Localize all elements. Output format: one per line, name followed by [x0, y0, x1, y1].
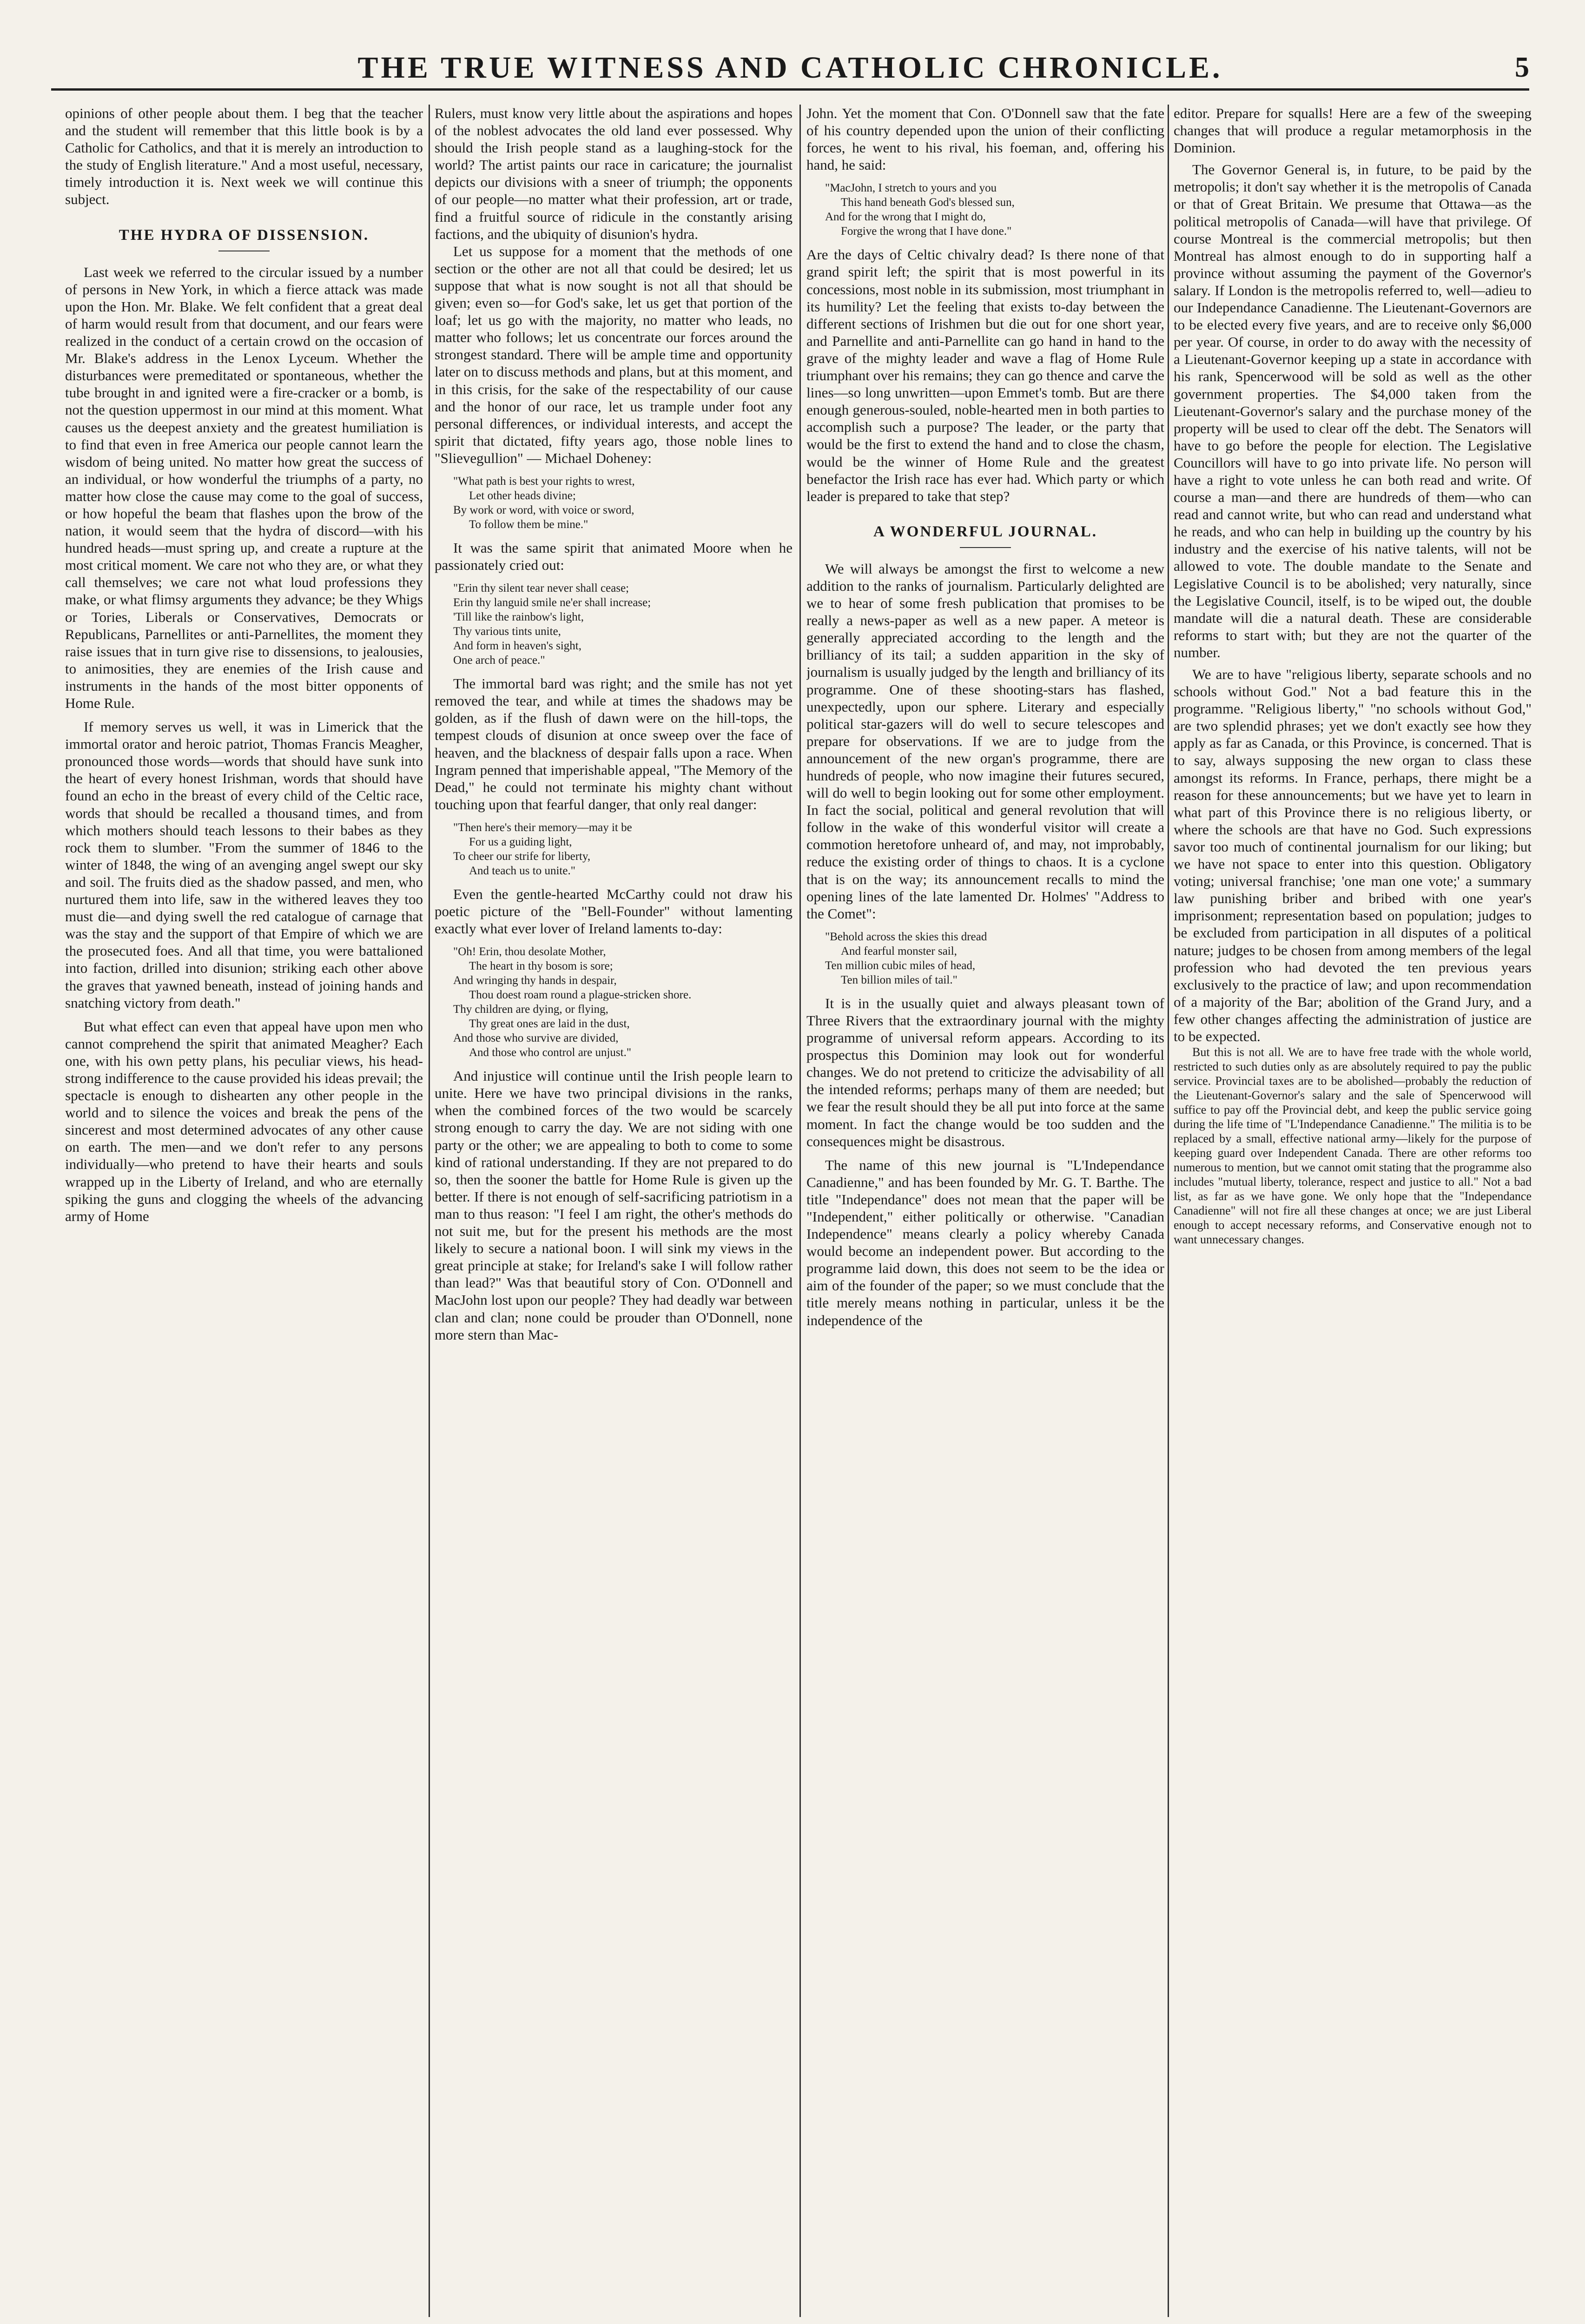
verse-line: Thy great ones are laid in the dust,	[469, 1017, 630, 1030]
paragraph: Are the days of Celtic chivalry dead? Is there none of that grand spirit left; the spirit that is most powerful in its concessions, most noble in its submission, most triumphant in its humility? Let the feeling that exists to-day between the different sections of Irishmen but die out for one short year, and Parnellite and anti-Parnellite can go hand in hand to the grave of the mighty leader and wave a flag of Home Rule triumphant over his remains; they can go thence and carve the lines—so long unwritten—upon Emmet's tomb. But are there enough generous-souled, noble-hearted men in both parties to accomplish such a purpose? The leader, or the party that would be the first to extend the hand and to close the chasm, would be the winner of Home Rule and the greatest benefactor the Irish race has ever had. Which party or which leader is prepared to take that step?	[806, 246, 1164, 504]
paragraph: We will always be amongst the first to welcome a new addition to the ranks of journalism. Particularly delighted are we to hear of some fresh publication that promises to be really a news-paper as well as a new paper. A meteor is generally appreciated according to the length and the brilliancy of its tail; a sudden apparition in the sky of journalism is usually judged by the length and brilliancy of its programme. One of these shooting-stars has flashed, unexpectedly, upon our sphere. Literary and especially political star-gazers will do well to secure telescopes and prepare for observations. If we are to judge from the announcement of the new organ's programme, there are hundreds of people, who now imagine their futures secured, will do well to begin looking out for some other employment. In fact the social, political and general revolution that will follow in the wake of this wonderful visitor will create a commotion heretofore unheard of, and may, not improbably, reduce the existing order of things to chaos. It is a cyclone that is on the way; its announcement recalls to mind the opening lines of the late lamented Dr. Holmes' "Address to the Comet":	[806, 560, 1164, 922]
verse-line: 'Till like the rainbow's light,	[453, 611, 584, 624]
verse-line: And teach us to unite."	[469, 864, 575, 877]
column-rule	[429, 105, 430, 2317]
verse-line: "Then here's their memory—may it be	[453, 821, 632, 834]
article-heading: THE HYDRA OF DISSENSION.	[119, 226, 370, 244]
verse-line: Forgive the wrong that I have done."	[841, 225, 1012, 238]
verse-line: To follow them be mine."	[469, 518, 588, 531]
column-3	[806, 105, 1164, 2324]
verse-line: Thy various tints unite,	[453, 625, 561, 638]
newspaper-title: THE TRUE WITNESS AND CATHOLIC CHRONICLE.	[357, 51, 1223, 85]
column-2	[435, 105, 792, 2324]
verse-line: "Behold across the skies this dread	[825, 930, 987, 943]
column-1	[65, 105, 423, 2324]
verse-line: This hand beneath God's blessed sun,	[841, 196, 1015, 209]
column-4	[1174, 105, 1532, 2324]
paragraph: But what effect can even that appeal have upon men who cannot comprehend the spirit that animated Meagher? Each one, with his own petty plans, his peculiar views, his head-strong indifference to the cause provided his ideas prevail; the spectacle is enough to dishearten any other people in the world and to silence the voices and break the pens of the sincerest and most determined advocates of any other cause on earth. The men—and we don't refer to any persons individually—who pretend to have their hearts and souls wrapped up in the Liberty of Ireland, and who are eternally spiking the guns and clogging the wheels of the advancing army of Home	[65, 1018, 423, 1224]
paragraph: We are to have "religious liberty, separate schools and no schools without God." Not a bad feature this in the programme. "Religious liberty," "no schools without God," are two splendid phrases; yet we don't exactly see how they apply as far as Canada, or this Province, is concerned. That is to say, always supposing the new organ to class these amongst its reforms. In France, perhaps, there might be a reason for these announcements; but we have yet to learn in what part of this Province there is no religious liberty, or where the schools are that have no God. Such expressions savor too much of continental journalism for our liking; but we have not space to enter into this question. Obligatory voting; universal franchise; 'one man one vote;' a summary law punishing briber and bribed with one year's imprisonment; representation based on population; judges to be excluded from participation in all disputes of a political nature; judges to be chosen from among members of the legal profession who had devoted the ten previous years exclusively to the practice of law; and upon recommendation of a majority of the Bar; abolition of the Grand Jury, and a few other changes affecting the administration of justice are to be expected.	[1174, 666, 1532, 1044]
paragraph: editor. Prepare for squalls! Here are a few of the sweeping changes that will produce a regular metamorphosis in the Dominion.	[1174, 105, 1532, 156]
paragraph: If memory serves us well, it was in Limerick that the immortal orator and heroic patriot, Thomas Francis Meagher, pronounced those words—words that should have sunk into the heart of every honest Irishman, words that should have found an echo in the breast of every child of the Celtic race, words that should be recalled a thousand times, and from which mothers should teach lessons to their babes as they rock them to slumber. "From the summer of 1846 to the winter of 1848, the wing of an avenging angel swept our sky and soil. The fruits died as the shadow passed, and men, who nurtured them into life, saw in the withered leaves they too must die—and dying swell the red catalogue of carnage that was the stay and the support of that Empire of which we are the prosecuted foes. And all that time, you were battalioned into faction, drilled into disunion; striking each other above the graves that yawned beneath, instead of joining hands and snatching victory from death."	[65, 719, 423, 1011]
verse-line: Erin thy languid smile ne'er shall increase;	[453, 596, 651, 609]
verse-line: And wringing thy hands in despair,	[453, 974, 617, 987]
verse-line: And for the wrong that I might do,	[825, 211, 986, 224]
paragraph: It was the same spirit that animated Moore when he passionately cried out:	[435, 539, 792, 574]
masthead	[51, 46, 1529, 91]
paragraph: The Governor General is, in future, to be paid by the metropolis; it don't say whether it is the metropolis of Canada or that of Great Britain. We presume that Ottawa—as the political metropolis of Canada—will have that privilege. Of course Montreal is the commercial metropolis; but then Montreal has almost enough to do in supporting half a province without assuming the payment of the Governor's salary. If London is the metropolis referred to, well—adieu to our Independance Canadienne. The Lieutenant-Governors are to be elected every five years, and are to receive only $6,000 per year. Of course, in order to do away with the necessity of a Lieutenant-Governor keeping up a state in accordance with his rank, Spencerwood will be sold as well as the other government properties. The $4,000 taken from the Lieutenant-Governor's salary and the purchase money of the property will be used to clear off the debt. The Senators will have to go before the people for election. The Legislative Councillors will have to go into private life. No person will have a right to vote unless he can both read and write. Of course a man—and there are hundreds of them—who can read and cannot write, but who can read and understand what he reads, and who can help in building up the country by his industry and the exercise of his native talents, will not be allowed to vote. The double mandate to the Senate and Legislative Council is to be abolished; very naturally, since the Legislative Council, itself, is to be wiped out, the double mandate will die a natural death. These are considerable reforms to start with; but they are not the quarter of the number.	[1174, 161, 1532, 660]
verse-line: "What path is best your rights to wrest,	[453, 475, 635, 488]
verse-line: To cheer our strife for liberty,	[453, 850, 591, 863]
verse-line: By work or word, with voice or sword,	[453, 503, 634, 516]
page-number: 5	[1515, 52, 1529, 83]
verse-block	[453, 820, 792, 878]
verse-line: "MacJohn, I stretch to yours and you	[825, 182, 997, 195]
verse-block	[453, 944, 792, 1060]
paragraph: Let us suppose for a moment that the methods of one section or the other are not all that could be desired; let us suppose that what is now sought is not all that should be given; even so—for God's sake, let us get that portion of the loaf; let us go with the majority, no matter who leads, no matter who follows; let us concentrate our forces around the strongest standard. There will be ample time and opportunity later on to discuss methods and plans, but at this moment, and in this crisis, for the sake of the respectability of our cause and the honor of our race, let us trample under foot any personal differences, or individual interests, and accept the spirit that dictated, fifty years ago, those noble lines to "Slievegullion" — Michael Doheney:	[435, 243, 792, 466]
verse-line: And those who survive are divided,	[453, 1032, 619, 1045]
verse-line: "Oh! Erin, thou desolate Mother,	[453, 945, 606, 958]
verse-line: And those who control are unjust."	[469, 1046, 632, 1059]
article-heading: A WONDERFUL JOURNAL.	[873, 523, 1098, 540]
verse-block	[825, 181, 1164, 238]
verse-line: Thy children are dying, or flying,	[453, 1003, 608, 1016]
verse-line: And form in heaven's sight,	[453, 640, 581, 653]
paragraph: The name of this new journal is "L'Independance Canadienne," and has been founded by Mr. G. T. Barthe. The title "Independance" does not mean that the paper will be "Independent," either politically or otherwise. "Canadian Independence" means clearly a policy whereby Canada would become an independent power. But according to the programme laid down, this does not seem to be the idea or aim of the founder of the paper; so we must conclude that the title merely means nothing in particular, unless it be the independence of the	[806, 1156, 1164, 1328]
paragraph: Rulers, must know very little about the aspirations and hopes of the noblest advocates the old land ever possessed. Why should the Irish people stand as a laughing-stock for the world? The artist paints our race in caricature; the journalist depicts our divisions with a sneer of triumph; the opponents of our people—no matter what their profession, art or trade, find a fruitful source of ridicule in the constantly arising factions, and the ubiquity of disunion's hydra.	[435, 105, 792, 242]
verse-block	[453, 474, 792, 532]
verse-block	[825, 930, 1164, 987]
paragraph: John. Yet the moment that Con. O'Donnell saw that the fate of his country depended upon the union of their conflicting forces, he went to his rival, his foeman, and, offering his hand, he said:	[806, 105, 1164, 173]
verse-line: Thou doest roam round a plague-stricken shore.	[469, 989, 692, 1002]
paragraph: The immortal bard was right; and the smile has not yet removed the tear, and while at times the shadows may be golden, as if the flush of dawn were on the hill-tops, the tempest clouds of disunion at once sweep over the face of heaven, and the blackness of despair falls upon a race. When Ingram penned that imperishable appeal, "The Memory of the Dead," he could not terminate his mighty chant without touching upon that fearful danger, that only real danger:	[435, 675, 792, 812]
verse-block	[453, 581, 792, 667]
verse-line: Ten million cubic miles of head,	[825, 959, 976, 972]
paragraph: And injustice will continue until the Irish people learn to unite. Here we have two principal divisions in the ranks, when the combined forces of the two would be scarcely strong enough to carry the day. We are not siding with one party or the other; we are appealing to both to come to some kind of rational understanding. If they are not prepared to do so, then the sooner the battle for Home Rule is given up the better. If there is not enough of self-sacrificing patriotism in a man to thus reason: "I feel I am right, the other's methods do not suit me, but for the present his methods are the most likely to secure a national boon. I will sink my views in the great principle at stake; for Ireland's sake I will follow rather than lead?" Was that beautiful story of Con. O'Donnell and MacJohn lost upon our people? They had deadly war between clan and clan; none could be prouder than O'Donnell, none more stern than Mac-	[435, 1068, 792, 1343]
column-rule	[1168, 105, 1169, 2317]
verse-line: Ten billion miles of tail."	[841, 973, 958, 986]
paragraph: Even the gentle-hearted McCarthy could not draw his poetic picture of the "Bell-Founder" without lamenting exactly what ever lover of Ireland laments to-day:	[435, 885, 792, 937]
verse-line: And fearful monster sail,	[841, 944, 957, 957]
paragraph: Last week we referred to the circular issued by a number of persons in New York, in which a fierce attack was made upon the Hon. Mr. Blake. We felt confident that a great deal of harm would result from that document, and our fears were realized in the conduct of a certain crowd on the occasion of Mr. Blake's address in the Lenox Lyceum. Whether the disturbances were premeditated or spontaneous, whether the tube brought in and ignited were a fire-cracker or a bomb, is not the question uppermost in our mind at this moment. What causes us the deepest anxiety and the greatest humiliation is to find that even in free America our people cannot learn the wisdom of being united. No matter how great the success of an individual, or how wonderful the triumphs of a party, no matter how close the cause may come to the goal of success, or how hopeful the beam that flashes upon the brow of the nation, it would seem that the hydra of discord—with his hundred heads—must spring up, and create a rupture at the most critical moment. We care not who they are, or what they call themselves; we care not what loud professions they make, or what flimsy arguments they advance; be they Whigs or Tories, Liberals or Conservatives, Democrats or Republicans, Parnellites or anti-Parnellites, the moment they raise issues that in turn give rise to dissensions, to jealousies, to animosities, they are enemies of the Irish cause and instruments in the hands of the most bitter opponents of Home Rule.	[65, 264, 423, 711]
paragraph: But this is not all. We are to have free trade with the whole world, restricted to such duties only as are absolutely required to pay the public service. Provincial taxes are to be abolished—probably the reduction of the Lieutenant-Governor's salary and the sale of Spencerwood will suffice to pay off the Provincial debt, and keep the public service going during the life time of "L'Independance Canadienne." The militia is to be replaced by a small, effective national army—likely for the purpose of keeping guard over Independent Canada. There are other reforms too numerous to mention, but we cannot omit stating that the programme also includes "mutual liberty, tolerance, respect and justice to all." Not a bad list, as far as we have gone. We only hope that the "Independance Canadienne" will not fire all these changes at once; we are just Liberal enough to accept necessary reforms, and Conservative enough not to want unnecessary changes.	[1174, 1045, 1532, 1247]
verse-line: Let other heads divine;	[469, 489, 576, 502]
heading-divider	[960, 547, 1011, 548]
verse-line: "Erin thy silent tear never shall cease;	[453, 582, 629, 595]
paragraph: opinions of other people about them. I beg that the teacher and the student will remember that this little book is by a Catholic for Catholics, and that it is merely an introduction to the study of English literature." And a most useful, necessary, timely introduction it is. Next week we will continue this subject.	[65, 105, 423, 208]
column-rule	[799, 105, 801, 2317]
paragraph: It is in the usually quiet and always pleasant town of Three Rivers that the extraordinary journal with the mighty programme of universal reform appears. According to its prospectus this Dominion may look out for wonderful changes. We do not pretend to criticize the advisability of all the intended reforms; perhaps many of them are needed; but we fear the result should they be all put into force at the same moment. In fact the change would be too sudden and the consequences might be disastrous.	[806, 995, 1164, 1149]
verse-line: For us a guiding light,	[469, 835, 572, 848]
verse-line: The heart in thy bosom is sore;	[469, 960, 613, 973]
verse-line: One arch of peace."	[453, 654, 545, 667]
